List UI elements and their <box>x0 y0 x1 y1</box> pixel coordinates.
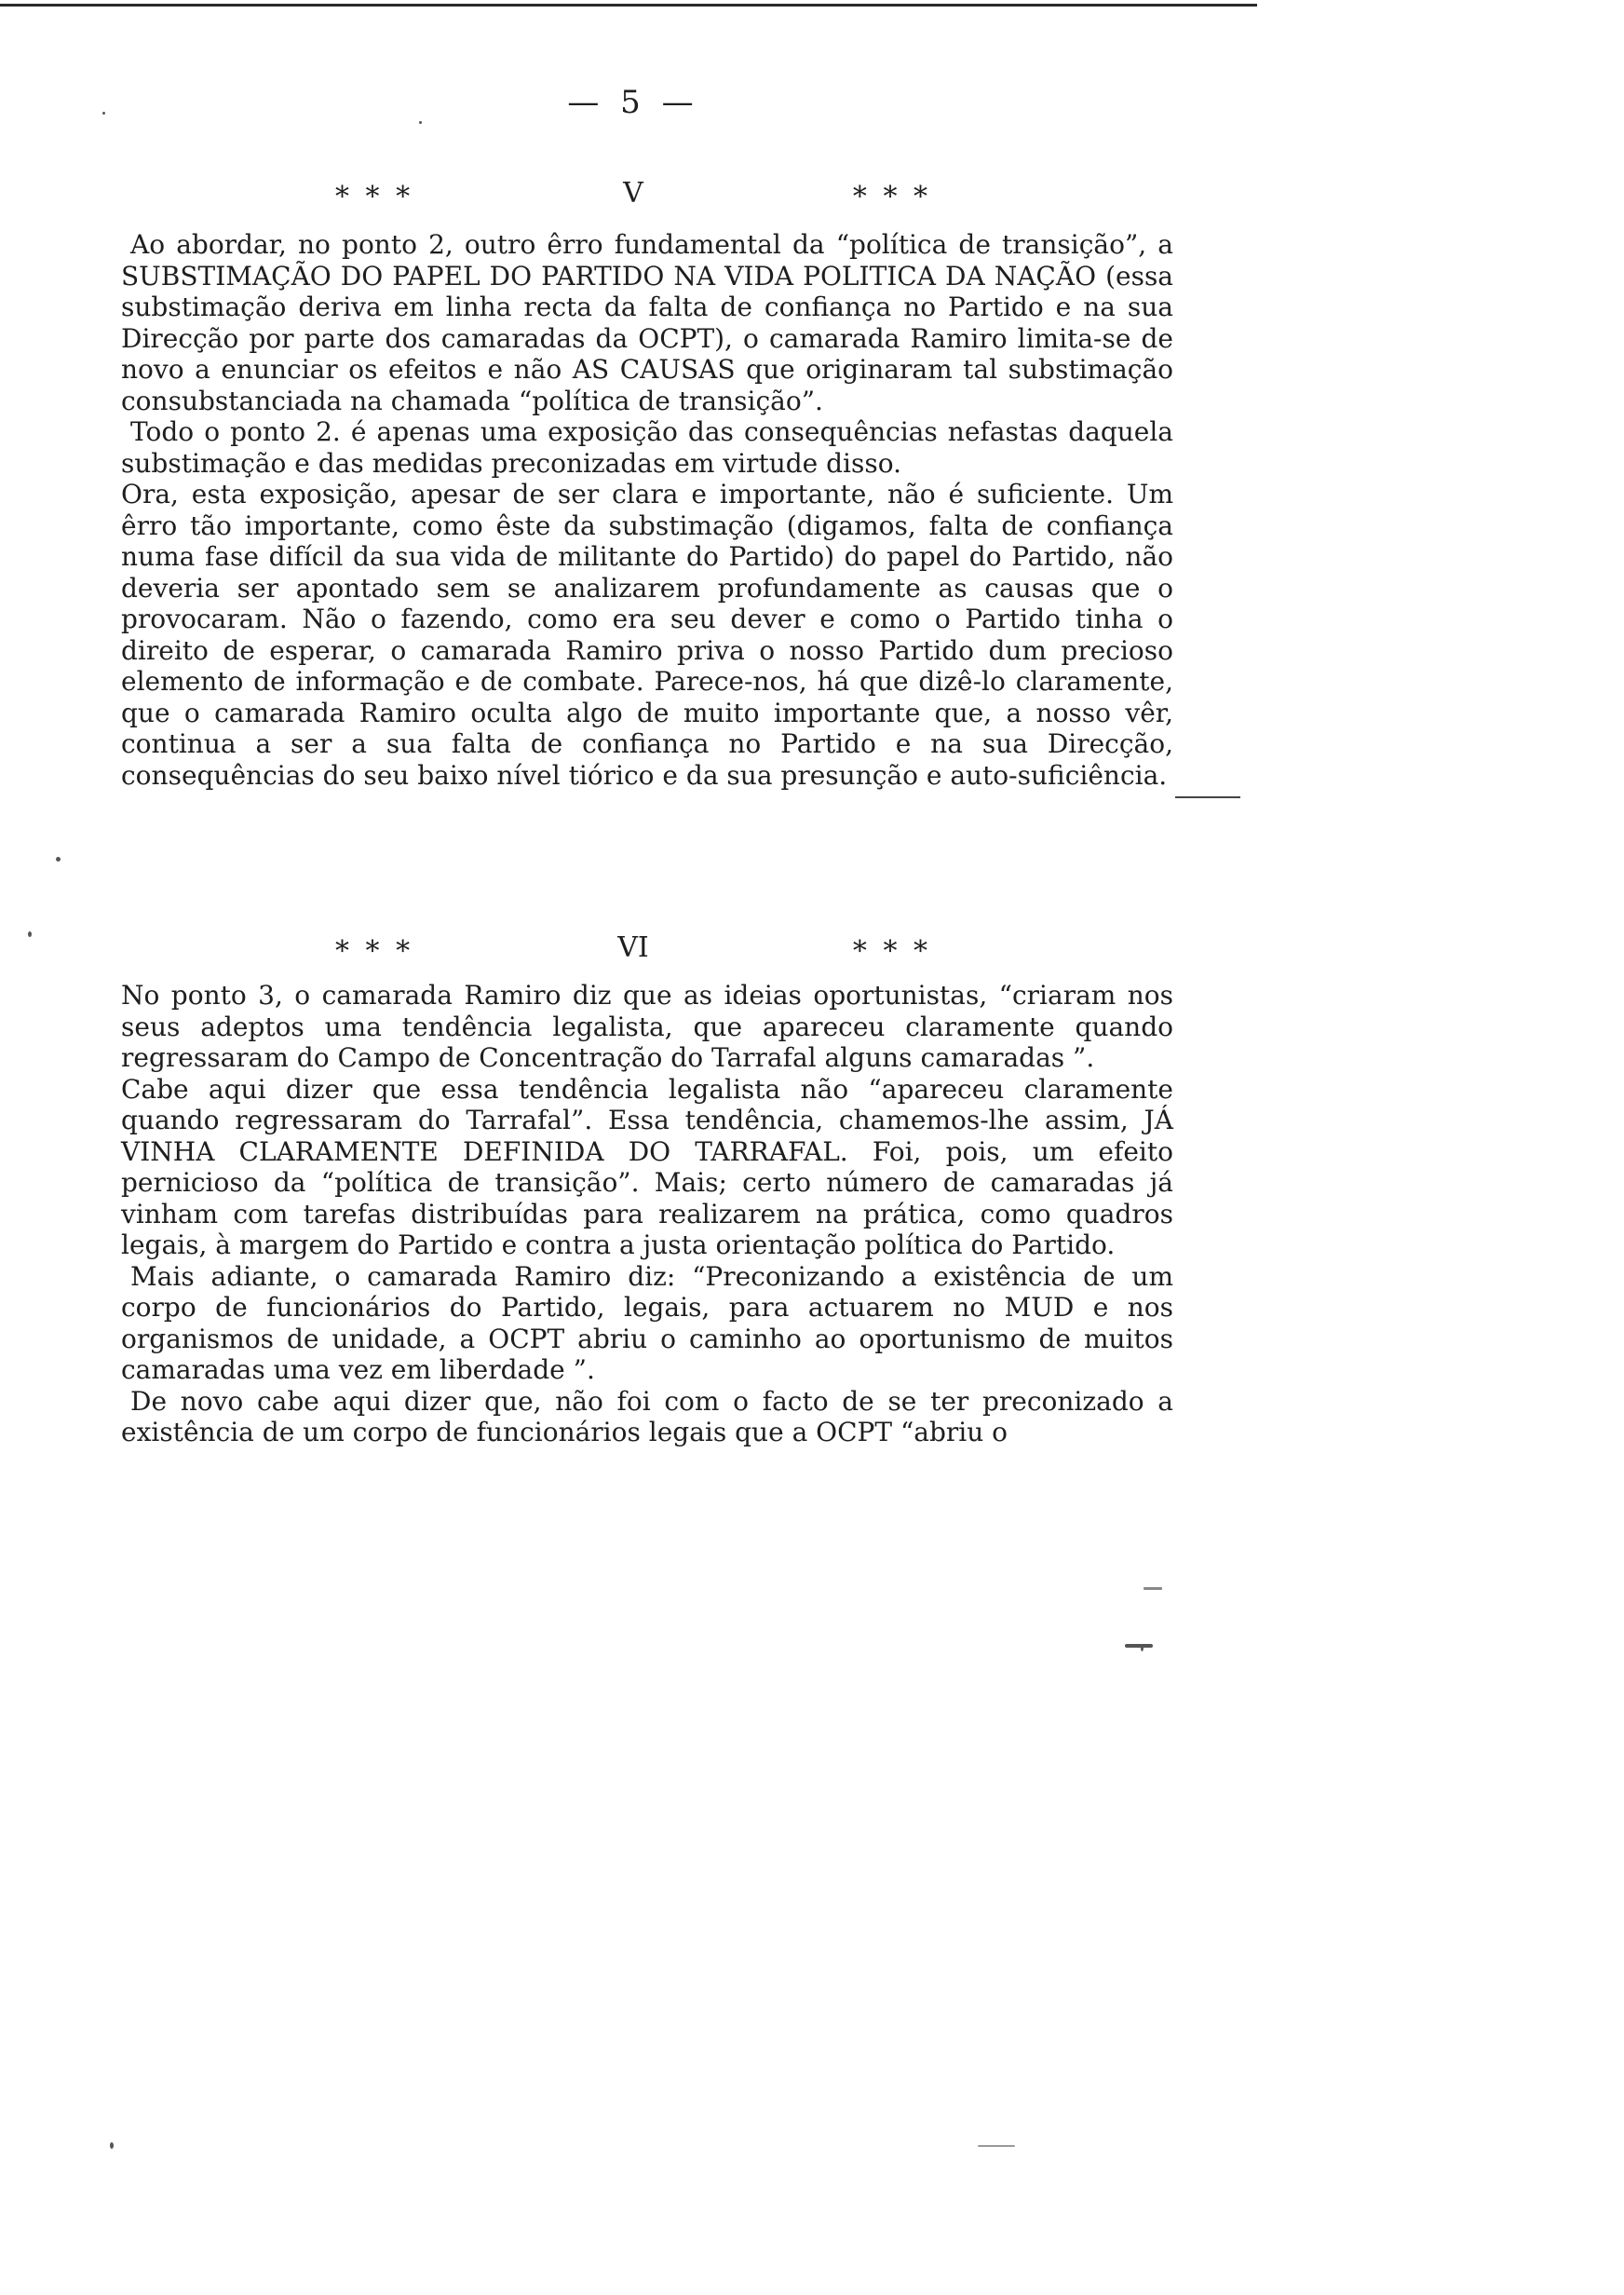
margin-pen-line <box>1175 796 1240 798</box>
section-v-numeral: V <box>623 177 643 210</box>
top-rule <box>0 4 1257 7</box>
section-vi-paragraph-2: Cabe aqui dizer que essa tendência legalista não “apareceu claramente quando regressaram do Tarrafal”. Essa tendência, chamemos-lhe assim, JÁ VINHA CLARAMENTE DEFINIDA DO TARRAFAL. Foi, pois, um efeito pernicioso da “política de transição”. Mais; certo número de camaradas já vinham com tarefas distribuídas para realizarem na prática, como quadros legais, à margem do Partido e contra a justa orientação política do Partido. <box>121 1073 1173 1260</box>
section-v-body <box>121 229 1173 791</box>
page-number: — 5 — <box>567 84 699 121</box>
section-v-paragraph-2: Todo o ponto 2. é apenas uma exposição das consequências nefastas daquela substimação e das medidas preconizadas em virtude disso. <box>121 416 1173 479</box>
scan-speck <box>56 857 61 862</box>
section-v-paragraph-3: Ora, esta exposição, apesar de ser clara e importante, não é suficiente. Um êrro tão importante, como êste da substimação (digamos, falta de confiança numa fase difícil da sua vida de militante do Partido) do papel do Partido, não deveria ser apontado sem se analizarem profundamente as causas que o provocaram. Não o fazendo, como era seu dever e como o Partido tinha o direito de esperar, o camarada Ramiro priva o nosso Partido dum precioso elemento de informação e de combate. Parece-nos, há que dizê-lo claramente, que o camarada Ramiro oculta algo de muito importante que, a nosso vêr, continua a ser a sua falta de confiança no Partido e na sua Direcção, consequências do seu baixo nível tiórico e da sua presunção e auto-suficiência. <box>121 479 1173 791</box>
section-vi-numeral: VI <box>617 931 649 964</box>
scan-speck <box>1144 1587 1162 1590</box>
section-v-paragraph-1: Ao abordar, no ponto 2, outro êrro fundamental da “política de transição”, a SUBSTIMAÇÃO DO PAPEL DO PARTIDO NA VIDA POLITICA DA NAÇÃO (essa substimação deriva em linha recta da falta de confiança no Partido e na sua Direcção por parte dos camaradas da OCPT), o camarada Ramiro limita-se de novo a enunciar os efeitos e não AS CAUSAS que originaram tal substimação consubstanciada na chamada “política de transição”. <box>121 229 1173 416</box>
scan-speck <box>978 2145 1015 2147</box>
section-v-stars-left: * * * <box>335 181 414 213</box>
section-vi-body <box>121 980 1173 1448</box>
section-vi-paragraph-3: Mais adiante, o camarada Ramiro diz: “Preconizando a existência de um corpo de funcionários do Partido, legais, para actuarem no MUD e nos organismos de unidade, a OCPT abriu o caminho ao oportunismo de muitos camaradas uma vez em liberdade ”. <box>121 1260 1173 1385</box>
section-vi-stars-left: * * * <box>335 935 414 968</box>
section-vi-header <box>335 931 931 978</box>
section-vi-paragraph-1: No ponto 3, o camarada Ramiro diz que as ideias oportunistas, “criaram nos seus adeptos uma tendência legalista, que apareceu claramente quando regressaram do Campo de Concentração do Tarrafal alguns camaradas ”. <box>121 980 1173 1073</box>
scan-speck <box>28 931 32 937</box>
section-v-header <box>335 177 931 224</box>
scan-speck <box>102 112 105 115</box>
section-vi-paragraph-4: De novo cabe aqui dizer que, não foi com o facto de se ter preconizado a existência de um corpo de funcionários legais que a OCPT “abriu o <box>121 1385 1173 1447</box>
section-v-stars-right: * * * <box>852 181 931 213</box>
section-vi-stars-right: * * * <box>852 935 931 968</box>
scan-speck <box>110 2142 114 2149</box>
scan-speck <box>1125 1644 1153 1648</box>
scan-speck <box>419 121 422 124</box>
